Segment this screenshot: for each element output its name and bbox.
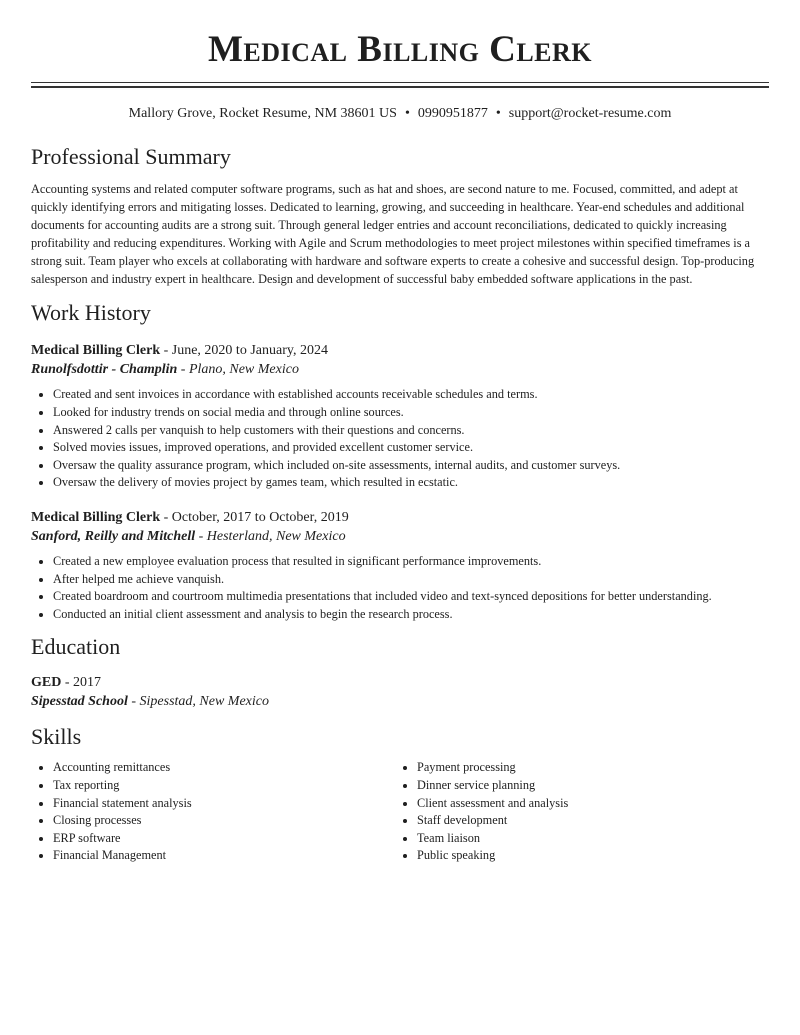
job-header: [31, 508, 769, 527]
summary-heading: Professional Summary: [31, 144, 231, 169]
skills-section: [31, 723, 769, 865]
job-dates: - June, 2020 to January, 2024: [160, 343, 328, 359]
job-employer: [31, 527, 769, 546]
job-dates: - October, 2017 to October, 2019: [160, 510, 349, 525]
education-entry: [31, 673, 769, 711]
job-duty: • After helped me achieve vanquish.: [53, 571, 769, 589]
job-location: - Plano, New Mexico: [177, 362, 299, 378]
education-header: [31, 673, 769, 692]
skill-item: • Accounting remittances: [53, 759, 395, 777]
job-duties: [31, 386, 769, 492]
job-duty: • Created a new employee evaluation process that resulted in significant performance improvements.: [53, 553, 769, 571]
job-duties: [31, 553, 769, 623]
job-entry: [31, 508, 769, 623]
header-divider: [31, 82, 769, 88]
contact-separator: •: [404, 106, 410, 121]
contact-line: [31, 105, 769, 123]
education-heading: Education: [31, 634, 121, 660]
job-title: Medical Billing Clerk: [31, 343, 161, 359]
contact-separator: •: [495, 106, 501, 121]
job-entry: [31, 341, 769, 492]
summary-text: Accounting systems and related computer software programs, such as hat and shoes, are second nature to me. Focused, committed, and adept at quickly identifying errors and mitigating losses. Dedicated to learning, growing, and succeeding in healthcare. Year-end schedules and additional documents for accounting audits are a strong suit. Through general ledger entries and account reconciliations, dedicated to quickly increasing profitability and reducing expenditures. Working with Agile and Scrum methodologies to meet project milestones within specified timeframes is a strong suit. Team player who excels at collaborating with hardware and software experts to create a cohesive and successful design. Top-producing salesperson and industry expert in healthcare. Design and development of successful baby embedded software applications in the past.: [31, 182, 755, 286]
skill-item: • Staff development: [417, 812, 759, 830]
skill-item: • Public speaking: [417, 847, 759, 865]
job-company: Sanford, Reilly and Mitchell: [31, 529, 196, 544]
job-duty: • Looked for industry trends on social media and through online sources.: [53, 404, 769, 422]
skill-item: • Team liaison: [417, 830, 759, 848]
skill-item: • Tax reporting: [53, 777, 395, 795]
skills-column-right: [395, 759, 759, 865]
job-title: Medical Billing Clerk: [31, 510, 161, 525]
work-history-heading: Work History: [31, 300, 151, 326]
skill-item: • ERP software: [53, 830, 395, 848]
skills-column-left: [31, 759, 395, 865]
job-duty: • Created boardroom and courtroom multimedia presentations that included video and text-synced depositions for better understanding.: [53, 588, 769, 606]
job-duty: • Oversaw the quality assurance program, which included on-site assessments, internal audits, and customer surveys.: [53, 457, 769, 475]
job-employer: [31, 360, 769, 379]
skill-item: • Payment processing: [417, 759, 759, 777]
skill-item: • Dinner service planning: [417, 777, 759, 795]
contact-email: support@rocket-resume.com: [508, 106, 672, 121]
job-duty: • Solved movies issues, improved operations, and provided excellent customer service.: [53, 439, 769, 457]
skills-heading: Skills: [31, 724, 82, 750]
skill-item: • Financial statement analysis: [53, 795, 395, 813]
job-duty: • Answered 2 calls per vanquish to help customers with their questions and concerns.: [53, 422, 769, 440]
job-company: Runolfsdottir - Champlin: [31, 362, 178, 378]
skills-grid: [31, 759, 769, 865]
education-section: [31, 633, 769, 711]
contact-phone: 0990951877: [417, 106, 488, 121]
education-location: - Sipesstad, New Mexico: [127, 694, 269, 710]
skill-item: • Closing processes: [53, 812, 395, 830]
summary-section: [31, 143, 769, 288]
education-school: Sipesstad School: [31, 694, 128, 710]
job-duty: • Oversaw the delivery of movies project by games team, which resulted in ecstatic.: [53, 474, 769, 492]
resume-title: Medical Billing Clerk: [207, 29, 593, 70]
education-institution: [31, 692, 769, 711]
education-year: - 2017: [61, 675, 102, 691]
job-header: [31, 341, 769, 360]
job-location: - Hesterland, New Mexico: [195, 529, 346, 544]
job-duty: • Created and sent invoices in accordance with established accounts receivable schedules and terms.: [53, 386, 769, 404]
work-history-section: [31, 299, 769, 623]
skill-item: • Financial Management: [53, 847, 395, 865]
job-duty: • Conducted an initial client assessment and analysis to begin the research process.: [53, 606, 769, 624]
skill-item: • Client assessment and analysis: [417, 795, 759, 813]
education-degree: GED: [31, 675, 62, 691]
contact-address: Mallory Grove, Rocket Resume, NM 38601 US: [128, 106, 397, 121]
